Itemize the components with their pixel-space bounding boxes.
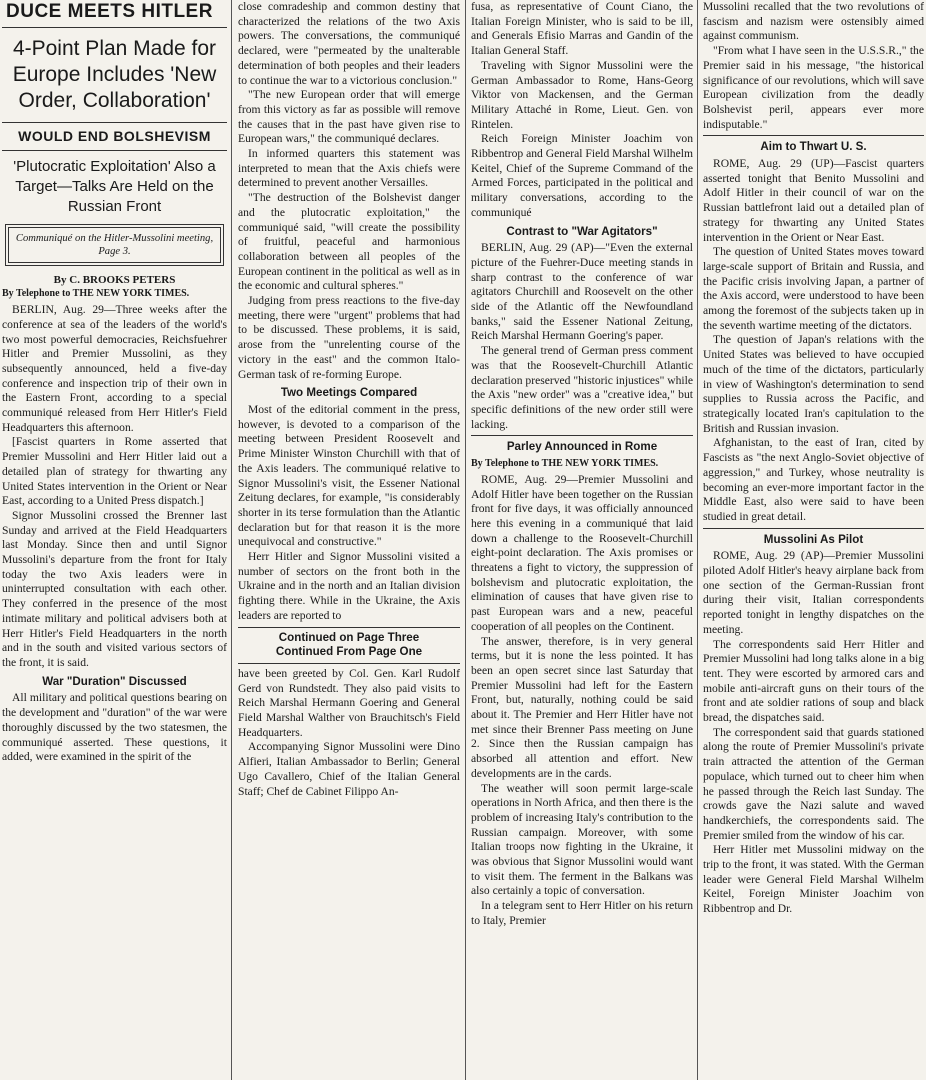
paragraph: BERLIN, Aug. 29 (AP)—"Even the external picture of the Fuehrer-Duce meeting stands in sharp contrast to the conference of war agitators Churchill and Roosevelt on the other side of the Atlantic off the Newfoundland banks," said the Essener National Zeitung, Reich Marshal Hermann Goering's paper.: [471, 241, 693, 343]
paragraph: Mussolini recalled that the two revolutions of fascism and nazism were ostensibly aimed against communism.: [703, 0, 924, 43]
paragraph: Signor Mussolini crossed the Brenner last Sunday and arrived at the Field Headquarters last Monday. Since then and until Signor Mussolini's departure from the front for Italy today the two Axis leaders were in uninterrupted consultation with each other. They conferred in the presence of the most intimate military and political advisers both at Herr Hitler's Field Headquarters in the north and in the south and visited various sectors of the front, it is said.: [2, 508, 227, 669]
subheading: Two Meetings Compared: [280, 386, 418, 400]
subheading: Contrast to "War Agitators": [506, 224, 658, 238]
paragraph: ROME, Aug. 29 (UP)—Fascist quarters asserted tonight that Benito Mussolini and Adolf Hitler in their council of war on the Russian battlefront laid out a detailed plan of strategy for thwarting any United States intervention in the Orient or Near East.: [703, 157, 924, 244]
paragraph: [Fascist quarters in Rome asserted that Premier Mussolini and Herr Hitler laid out a detailed plan of strategy for thwarting any United States intervention in the Orient or Near East, according to a United Press dispatch.]: [2, 435, 227, 508]
headline-mid: WOULD END BOLSHEVISM: [18, 128, 211, 144]
continued-from-label: Continued From Page One: [275, 645, 423, 659]
paragraph: Afghanistan, to the east of Iran, cited by Fascists as "the next Anglo-Soviet objective of aggression," and Turkey, whose neutrality is becoming an ever-more important factor in the Middle East, also were said to have been studied in great detail.: [703, 436, 924, 523]
paragraph: ROME, Aug. 29 (AP)—Premier Mussolini piloted Adolf Hitler's heavy airplane back from one section of the German-Russian front during their visit, Italian correspondents reported tonight in lengthy dispatches on the meeting.: [703, 549, 924, 636]
byline-credit: By Telephone to THE NEW YORK TIMES.: [471, 458, 659, 470]
paragraph: All military and political questions bearing on the development and "duration" of the war were thoroughly discussed by the two statesmen, the communiqué asserted. These questions, it added, were examined in the spirit of the: [2, 691, 227, 764]
divider: [2, 150, 227, 151]
paragraph: Herr Hitler and Signor Mussolini visited a number of sectors on the front both in the Ukraine and in the north and an Italian division fighting there. While in the Ukraine, the Axis leaders are reported to: [238, 550, 460, 622]
headline-deck: 'Plutocratic Exploitation' Also a Target—Talks Are Held on the Russian Front: [13, 157, 216, 215]
subheading: Aim to Thwart U. S.: [760, 140, 867, 154]
subheading: Parley Announced in Rome: [506, 440, 658, 454]
paragraph: The general trend of German press comment was that the Roosevelt-Churchill Atlantic declaration preserved "historic injustices" while the Axis "new order" was a "creative idea," but specific definitions of the new order still were lacking.: [471, 344, 693, 431]
byline-credit: By Telephone to THE NEW YORK TIMES.: [2, 288, 190, 300]
subheading: War "Duration" Discussed: [42, 674, 187, 688]
column-3: [471, 0, 693, 1080]
column-rule: [697, 0, 698, 1080]
divider: [2, 27, 227, 28]
paragraph: ROME, Aug. 29—Premier Mussolini and Adolf Hitler have been together on the Russian front for five days, it was officially announced here this evening in a communiqué that laid down a challenge to the Roosevelt-Churchill eight-point declaration. The Axis promises or threatens a fight to victory, the suppression of bolshevism and plutocratic exploitation, the elimination of causes that have given rise to past European wars and a new, peaceful cooperation of all peoples on the Continent.: [471, 472, 693, 633]
paragraph: The weather will soon permit large-scale operations in North Africa, and then there is the problem of increasing Italy's contribution to the Russian campaign. Moreover, with some Italian troops now fighting in the Ukraine, it was obvious that Signor Mussolini would want to visit them. The ferment in the Balkans was also certainly a topic of conversation.: [471, 781, 693, 898]
paragraph: "The new European order that will emerge from this victory as far as possible will remove the causes that in the past have given rise to European wars," the communiqué declares.: [238, 88, 460, 146]
paragraph: The correspondent said that guards stationed along the route of Premier Mussolini's private train attracted the attention of the German populace, which turned out to cheer him when he passed through the Reich last Sunday. The crowds gave the Nazi salute and waved handkerchiefs, the correspondents said. The Premier smiled from the window of his car.: [703, 725, 924, 842]
paragraph: Traveling with Signor Mussolini were the German Ambassador to Rome, Hans-Georg Viktor von Mackensen, and the German Military Attaché in Rome, Lieut. Gen. von Rintelen.: [471, 58, 693, 131]
headline-main: 4-Point Plan Made for Europe Includes 'New Order, Collaboration': [12, 37, 217, 112]
paragraph: In informed quarters this statement was interpreted to mean that the Axis chiefs were determined to prevent another Versailles.: [238, 147, 460, 190]
paragraph: close comradeship and common destiny that characterized the relations of the two Axis powers. The conversations, the communiqué declared, were "permeated by the unalterable determination of both peoples and their leaders to continue the war to a victorious conclusion.": [238, 0, 460, 87]
paragraph: Most of the editorial comment in the press, however, is devoted to a comparison of the meeting between President Roosevelt and Prime Minister Winston Churchill with that of the Axis leaders. The communiqué relative to Signor Mussolini's visit, the Essener National Zeitung declares, for example, "is considerably shorter in its terse formulation than the Atlantic declaration but for that reason it is the more unequivocal and constructive.": [238, 402, 460, 549]
paragraph: Reich Foreign Minister Joachim von Ribbentrop and General Field Marshal Wilhelm Keitel, Chief of the Supreme Command of the Armed Forces, participated in the political and military conversations, according to the communiqué: [471, 132, 693, 219]
paragraph: In a telegram sent to Herr Hitler on his return to Italy, Premier: [471, 899, 693, 927]
paragraph: The correspondents said Herr Hitler and Premier Mussolini had long talks alone in a big tent. They were escorted by armored cars and mobile anti-aircraft guns on their tours of the front and ate soldier rations of soup and black bread, the dispatches said.: [703, 637, 924, 725]
cross-reference-box: Communiqué on the Hitler-Mussolini meeting, Page 3.: [8, 227, 221, 263]
column-rule: [465, 0, 466, 1080]
column-rule: [231, 0, 232, 1080]
divider: [238, 627, 460, 628]
byline: By C. BROOKS PETERS: [53, 273, 176, 286]
paragraph: fusa, as representative of Count Ciano, the Italian Foreign Minister, who is said to be ill, and Generals Efisio Marras and Gandin of the Italian General Staff.: [471, 0, 693, 58]
subheading: Mussolini As Pilot: [763, 532, 864, 546]
column-2: [238, 0, 460, 1080]
divider: [703, 528, 924, 529]
divider: [703, 135, 924, 136]
paragraph: have been greeted by Col. Gen. Karl Rudolf Gerd von Rundstedt. They also paid visits to Reich Marshal Hermann Goering and General Field Marshal Walther von Brauchitsch's Field Headquarters.: [238, 666, 460, 739]
divider: [238, 663, 460, 664]
paragraph: The answer, therefore, is in very general terms, but it is none the less pointed. It has been an open secret since last Saturday that Premier Mussolini had left for the Eastern Front, but, naturally, nothing could be said about it. The Premier and Herr Hitler have not met since their Brenner Pass meeting on June 2. Since then the Russian campaign has absorbed all attention and effort. New developments are in the cards.: [471, 634, 693, 780]
paragraph: The question of Japan's relations with the United States was believed to have occupied much of the time of the dictators, particularly in view of Washington's determination to send supplies to Russia across the Pacific, and strategically located Iran's capitulation to the British and Russian invasion.: [703, 333, 924, 435]
paragraph: Herr Hitler met Mussolini midway on the trip to the front, it was stated. With the German leader were General Field Marshal Wilhelm Keitel, Foreign Minister Joachim von Ribbentrop and Dr.: [703, 843, 924, 916]
paragraph: "From what I have seen in the U.S.S.R.," the Premier said in his message, "the historical significance of our revolutions, which will save European civilization from the deadly Bolshevist peril, appears ever more indisputable.": [703, 44, 924, 131]
headline-top: DUCE MEETS HITLER: [6, 1, 213, 22]
paragraph: Accompanying Signor Mussolini were Dino Alfieri, Italian Ambassador to Berlin; General Ugo Cavallero, Chief of the Italian General Staff; Chef de Cabinet Filippo An-: [238, 740, 460, 798]
column-4: [703, 0, 924, 1080]
divider: [471, 435, 693, 436]
column-1: [2, 0, 227, 1080]
paragraph: Judging from press reactions to the five-day meeting, there were "urgent" problems that had to be discussed. These problems, it is said, arose from the "unrelenting course of the victory in the east" and the common Italo-German task of re-forming Europe.: [238, 294, 460, 381]
paragraph: BERLIN, Aug. 29—Three weeks after the conference at sea of the leaders of the world's two most powerful democracies, Reichsfuehrer Hitler and Premier Mussolini, as they subsequently announced, held a five-day conference and inspection trip of their own in the Eastern Front, according to a special communiqué released from Herr Hitler's Field Headquarters this afternoon.: [2, 303, 227, 434]
continued-on-label: Continued on Page Three: [278, 630, 420, 644]
paragraph: The question of United States moves toward large-scale support of Britain and Russia, and the Pacific crisis involving Japan, a partner of the Axis accord, were understood to have been among the foremost of the subjects taken up in the seventh wartime meeting of the dictators.: [703, 245, 924, 332]
divider: [2, 122, 227, 123]
paragraph: "The destruction of the Bolshevist danger and the plutocratic exploitation," the communiqué said, "will create the possibility of fruitful, peaceful and harmonious collaboration between all peoples of the European continent in the political as well as in the economic and cultural spheres.": [238, 191, 460, 293]
